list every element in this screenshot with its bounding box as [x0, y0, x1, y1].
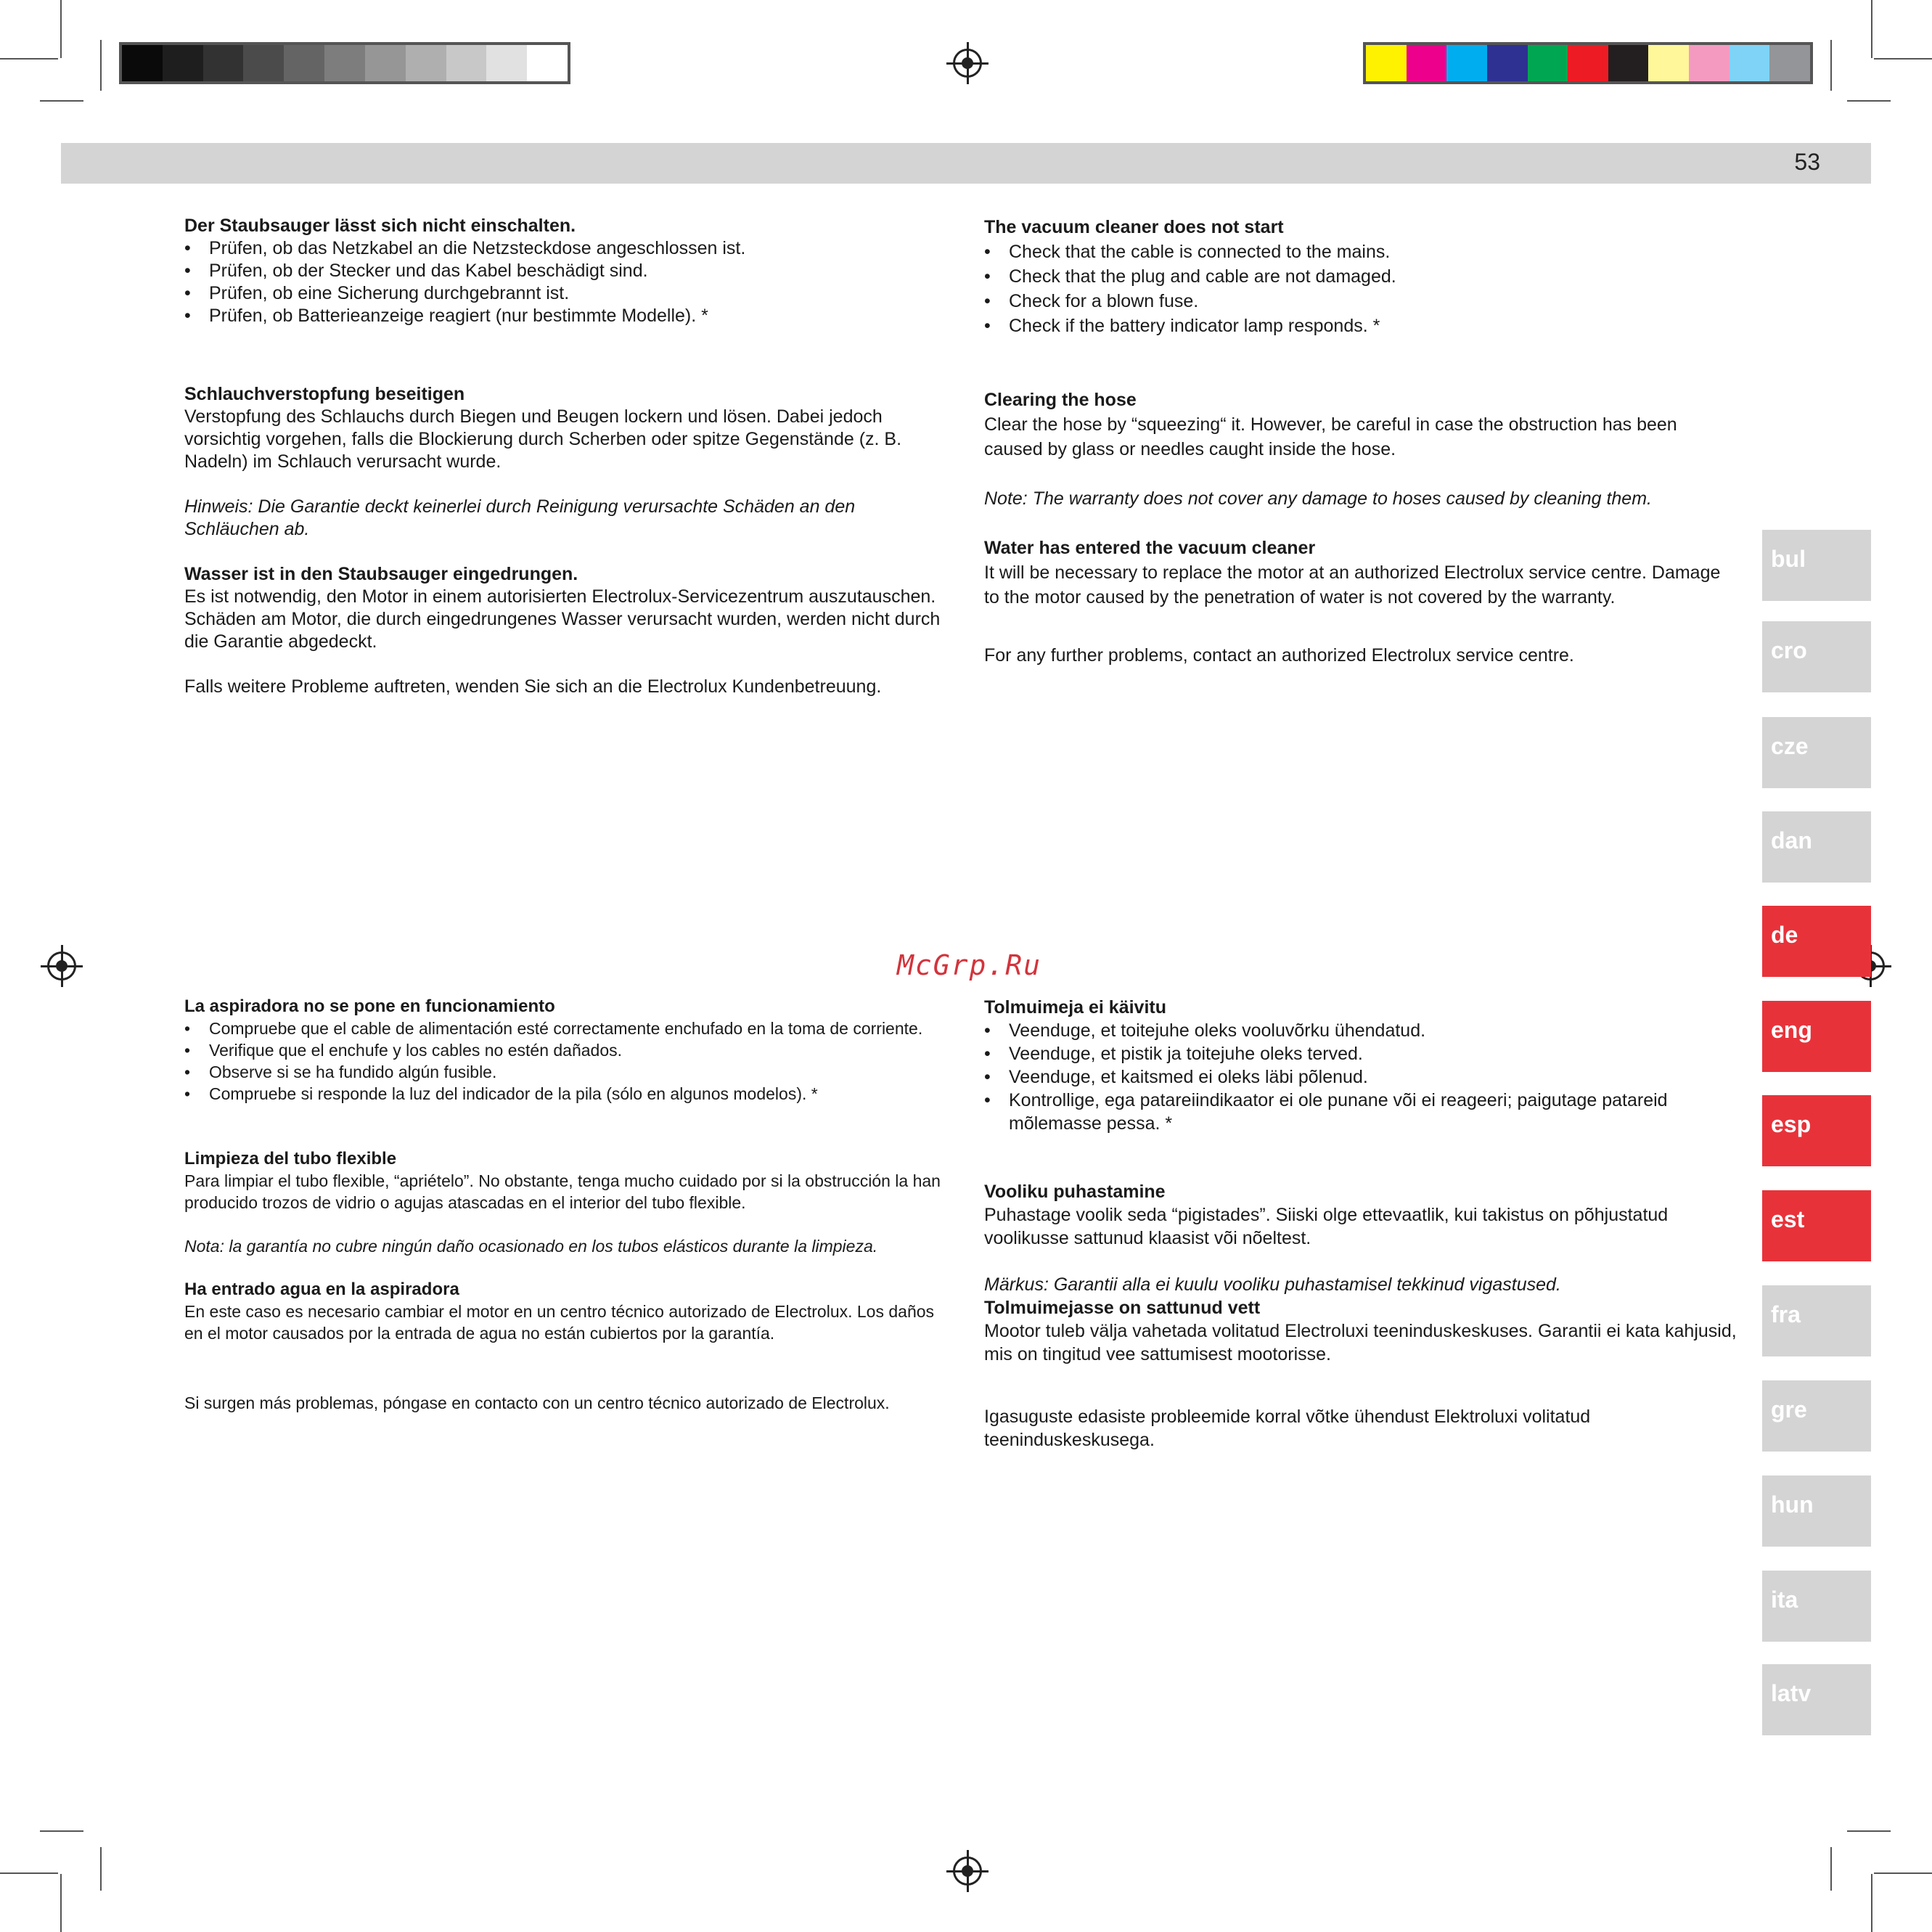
- list-item: • Prüfen, ob der Stecker und das Kabel beschädigt sind.: [184, 260, 954, 282]
- color-swatch: [1730, 45, 1770, 81]
- language-tab-latv[interactable]: latv: [1762, 1664, 1871, 1735]
- crop-mark: [0, 1872, 58, 1874]
- list-item: • Compruebe si responde la luz del indicador de la pila (sólo en algunos modelos). *: [184, 1083, 954, 1105]
- registration-mark-icon: [953, 1857, 982, 1886]
- list-item: • Check that the plug and cable are not damaged.: [984, 264, 1739, 289]
- paragraph: Si surgen más problemas, póngase en contacto con un centro técnico autorizado de Electrolux.: [184, 1393, 890, 1412]
- section-de: [184, 215, 954, 698]
- crop-mark: [60, 1874, 62, 1932]
- language-tab-gre[interactable]: gre: [1762, 1380, 1871, 1452]
- list-item: • Verifique que el enchufe y los cables no estén dañados.: [184, 1039, 954, 1061]
- color-swatch: [1568, 45, 1608, 81]
- page-number: 53: [1794, 149, 1820, 175]
- crop-mark: [1847, 1830, 1891, 1832]
- heading: Tolmuimejasse on sattunud vett: [984, 1298, 1261, 1318]
- paragraph: Verstopfung des Schlauchs durch Biegen und Beugen lockern und lösen. Dabei jedoch vorsichtig vorgehen, falls die Blockierung durch Scherben oder spitze Gegenstände (z. B. Nadeln) im Schlauch verursacht wurde.: [184, 406, 902, 472]
- color-swatch: [284, 45, 324, 81]
- list-item: • Compruebe que el cable de alimentación esté correctamente enchufado en la toma de corriente.: [184, 1018, 954, 1039]
- language-tab-esp[interactable]: esp: [1762, 1095, 1871, 1166]
- heading: Wasser ist in den Staubsauger eingedrungen.: [184, 564, 578, 584]
- color-swatch: [1608, 45, 1649, 81]
- crop-mark: [1871, 0, 1872, 58]
- heading: La aspiradora no se pone en funcionamiento: [184, 996, 555, 1016]
- paragraph: Para limpiar el tubo flexible, “apriételo”. No obstante, tenga mucho cuidado por si la obstrucción la han producido trozos de vidrio o agujas atascadas en el interior del tubo flexible.: [184, 1171, 941, 1212]
- crop-mark: [1847, 100, 1891, 102]
- color-swatch: [1648, 45, 1689, 81]
- crop-mark: [40, 1830, 83, 1832]
- section-es: [184, 996, 954, 1414]
- crop-mark: [1830, 1847, 1832, 1891]
- crop-mark: [1874, 58, 1932, 60]
- color-swatch: [365, 45, 406, 81]
- list-item: • Veenduge, et toitejuhe oleks vooluvõrku ühendatud.: [984, 1019, 1739, 1042]
- color-swatch: [527, 45, 568, 81]
- note: Note: The warranty does not cover any damage to hoses caused by cleaning them.: [984, 488, 1652, 509]
- language-tab-hun[interactable]: hun: [1762, 1475, 1871, 1547]
- watermark: McGrp.Ru: [897, 949, 1042, 981]
- list-item: • Prüfen, ob das Netzkabel an die Netzsteckdose angeschlossen ist.: [184, 237, 954, 260]
- color-swatch: [324, 45, 365, 81]
- list-item: • Check if the battery indicator lamp responds. *: [984, 314, 1739, 338]
- color-swatch: [1407, 45, 1447, 81]
- list-item: • Veenduge, et kaitsmed ei oleks läbi põlenud.: [984, 1065, 1739, 1089]
- paragraph: For any further problems, contact an authorized Electrolux service centre.: [984, 645, 1574, 666]
- color-swatch: [1366, 45, 1407, 81]
- paragraph: Igasuguste edasiste probleemide korral võtke ühendust Elektroluxi volitatud teeninduskeskusega.: [984, 1407, 1591, 1450]
- paragraph: Es ist notwendig, den Motor in einem autorisierten Electrolux-Servicezentrum auszutauschen. Schäden am Motor, die durch eingedrungenes Wasser verursacht wurden, werden nicht durch die Garantie abgedeckt.: [184, 586, 941, 652]
- color-swatch: [243, 45, 284, 81]
- language-tab-cze[interactable]: cze: [1762, 717, 1871, 788]
- paragraph: Clear the hose by “squeezing“ it. However, be careful in case the obstruction has been caused by glass or needles caught inside the hose.: [984, 414, 1677, 459]
- color-swatch: [203, 45, 244, 81]
- crop-mark: [1830, 40, 1832, 91]
- list-item: • Check for a blown fuse.: [984, 289, 1739, 314]
- heading: Clearing the hose: [984, 390, 1137, 410]
- color-swatch: [406, 45, 446, 81]
- language-tab-eng[interactable]: eng: [1762, 1001, 1871, 1072]
- section-en: [984, 215, 1739, 668]
- grayscale-color-bar: [119, 42, 570, 84]
- color-swatch: [486, 45, 527, 81]
- language-tab-dan[interactable]: dan: [1762, 811, 1871, 883]
- registration-mark-icon: [953, 49, 982, 78]
- paragraph: En este caso es necesario cambiar el motor en un centro técnico autorizado de Electrolux. Los daños en el motor causados por la entrada de agua no están cubiertos por la garantía.: [184, 1302, 935, 1343]
- registration-mark-icon: [47, 951, 76, 981]
- color-swatch: [446, 45, 487, 81]
- language-tab-ita[interactable]: ita: [1762, 1571, 1871, 1642]
- color-swatch: [1528, 45, 1568, 81]
- language-tab-fra[interactable]: fra: [1762, 1285, 1871, 1356]
- note: Märkus: Garantii alla ei kuulu vooliku puhastamisel tekkinud vigastused.: [984, 1274, 1561, 1295]
- paragraph: Mootor tuleb välja vahetada volitatud Electroluxi teeninduskeskuses. Garantii ei kata kahjusid, mis on tingitud vee sattumisest mootorisse.: [984, 1321, 1737, 1364]
- note: Hinweis: Die Garantie deckt keinerlei durch Reinigung verursachte Schäden an den Schläuchen ab.: [184, 496, 856, 539]
- paragraph: It will be necessary to replace the motor at an authorized Electrolux service centre. Damage to the motor caused by the penetration of water is not covered by the warranty.: [984, 562, 1721, 607]
- heading: Schlauchverstopfung beseitigen: [184, 384, 465, 404]
- color-swatch: [1689, 45, 1730, 81]
- heading: Limpieza del tubo flexible: [184, 1149, 397, 1168]
- language-tab-cro[interactable]: cro: [1762, 621, 1871, 692]
- heading: Der Staubsauger lässt sich nicht einschalten.: [184, 216, 576, 236]
- language-tab-est[interactable]: est: [1762, 1190, 1871, 1261]
- color-swatch: [1487, 45, 1528, 81]
- list-item: • Kontrollige, ega patareiindikaator ei ole punane või ei reageeri; paigutage patareid mõlemasse pessa. *: [984, 1089, 1739, 1135]
- crop-mark: [40, 100, 83, 102]
- paragraph: Falls weitere Probleme auftreten, wenden Sie sich an die Electrolux Kundenbetreuung.: [184, 676, 882, 697]
- list-item: • Check that the cable is connected to the mains.: [984, 240, 1739, 264]
- checklist: [984, 1019, 1739, 1135]
- process-color-bar: [1363, 42, 1813, 84]
- section-et: [984, 996, 1739, 1452]
- list-item: • Prüfen, ob eine Sicherung durchgebrannt ist.: [184, 282, 954, 305]
- list-item: • Observe si se ha fundido algún fusible.: [184, 1061, 954, 1083]
- crop-mark: [1874, 1872, 1932, 1874]
- checklist: [984, 240, 1739, 338]
- crop-mark: [100, 40, 102, 91]
- crop-mark: [0, 58, 58, 60]
- heading: Water has entered the vacuum cleaner: [984, 538, 1316, 558]
- language-tab-de[interactable]: de: [1762, 906, 1871, 977]
- crop-mark: [1871, 1874, 1872, 1932]
- crop-mark: [60, 0, 62, 58]
- color-swatch: [1446, 45, 1487, 81]
- language-tab-bul[interactable]: bul: [1762, 530, 1871, 601]
- list-item: • Prüfen, ob Batterieanzeige reagiert (nur bestimmte Modelle). *: [184, 305, 954, 327]
- color-swatch: [163, 45, 203, 81]
- note: Nota: la garantía no cubre ningún daño ocasionado en los tubos elásticos durante la limpieza.: [184, 1237, 878, 1256]
- list-item: • Veenduge, et pistik ja toitejuhe oleks terved.: [984, 1042, 1739, 1065]
- checklist: [184, 1018, 954, 1105]
- paragraph: Puhastage voolik seda “pigistades”. Siiski olge ettevaatlik, kui takistus on põhjustatud voolikusse sattunud klaasist või nõeltest.: [984, 1205, 1669, 1248]
- color-swatch: [122, 45, 163, 81]
- heading: Tolmuimeja ei käivitu: [984, 997, 1167, 1018]
- heading: Vooliku puhastamine: [984, 1182, 1166, 1202]
- checklist: [184, 237, 954, 327]
- color-swatch: [1769, 45, 1810, 81]
- heading: Ha entrado agua en la aspiradora: [184, 1280, 459, 1299]
- crop-mark: [100, 1847, 102, 1891]
- heading: The vacuum cleaner does not start: [984, 217, 1284, 237]
- page-header-bar: [61, 143, 1871, 184]
